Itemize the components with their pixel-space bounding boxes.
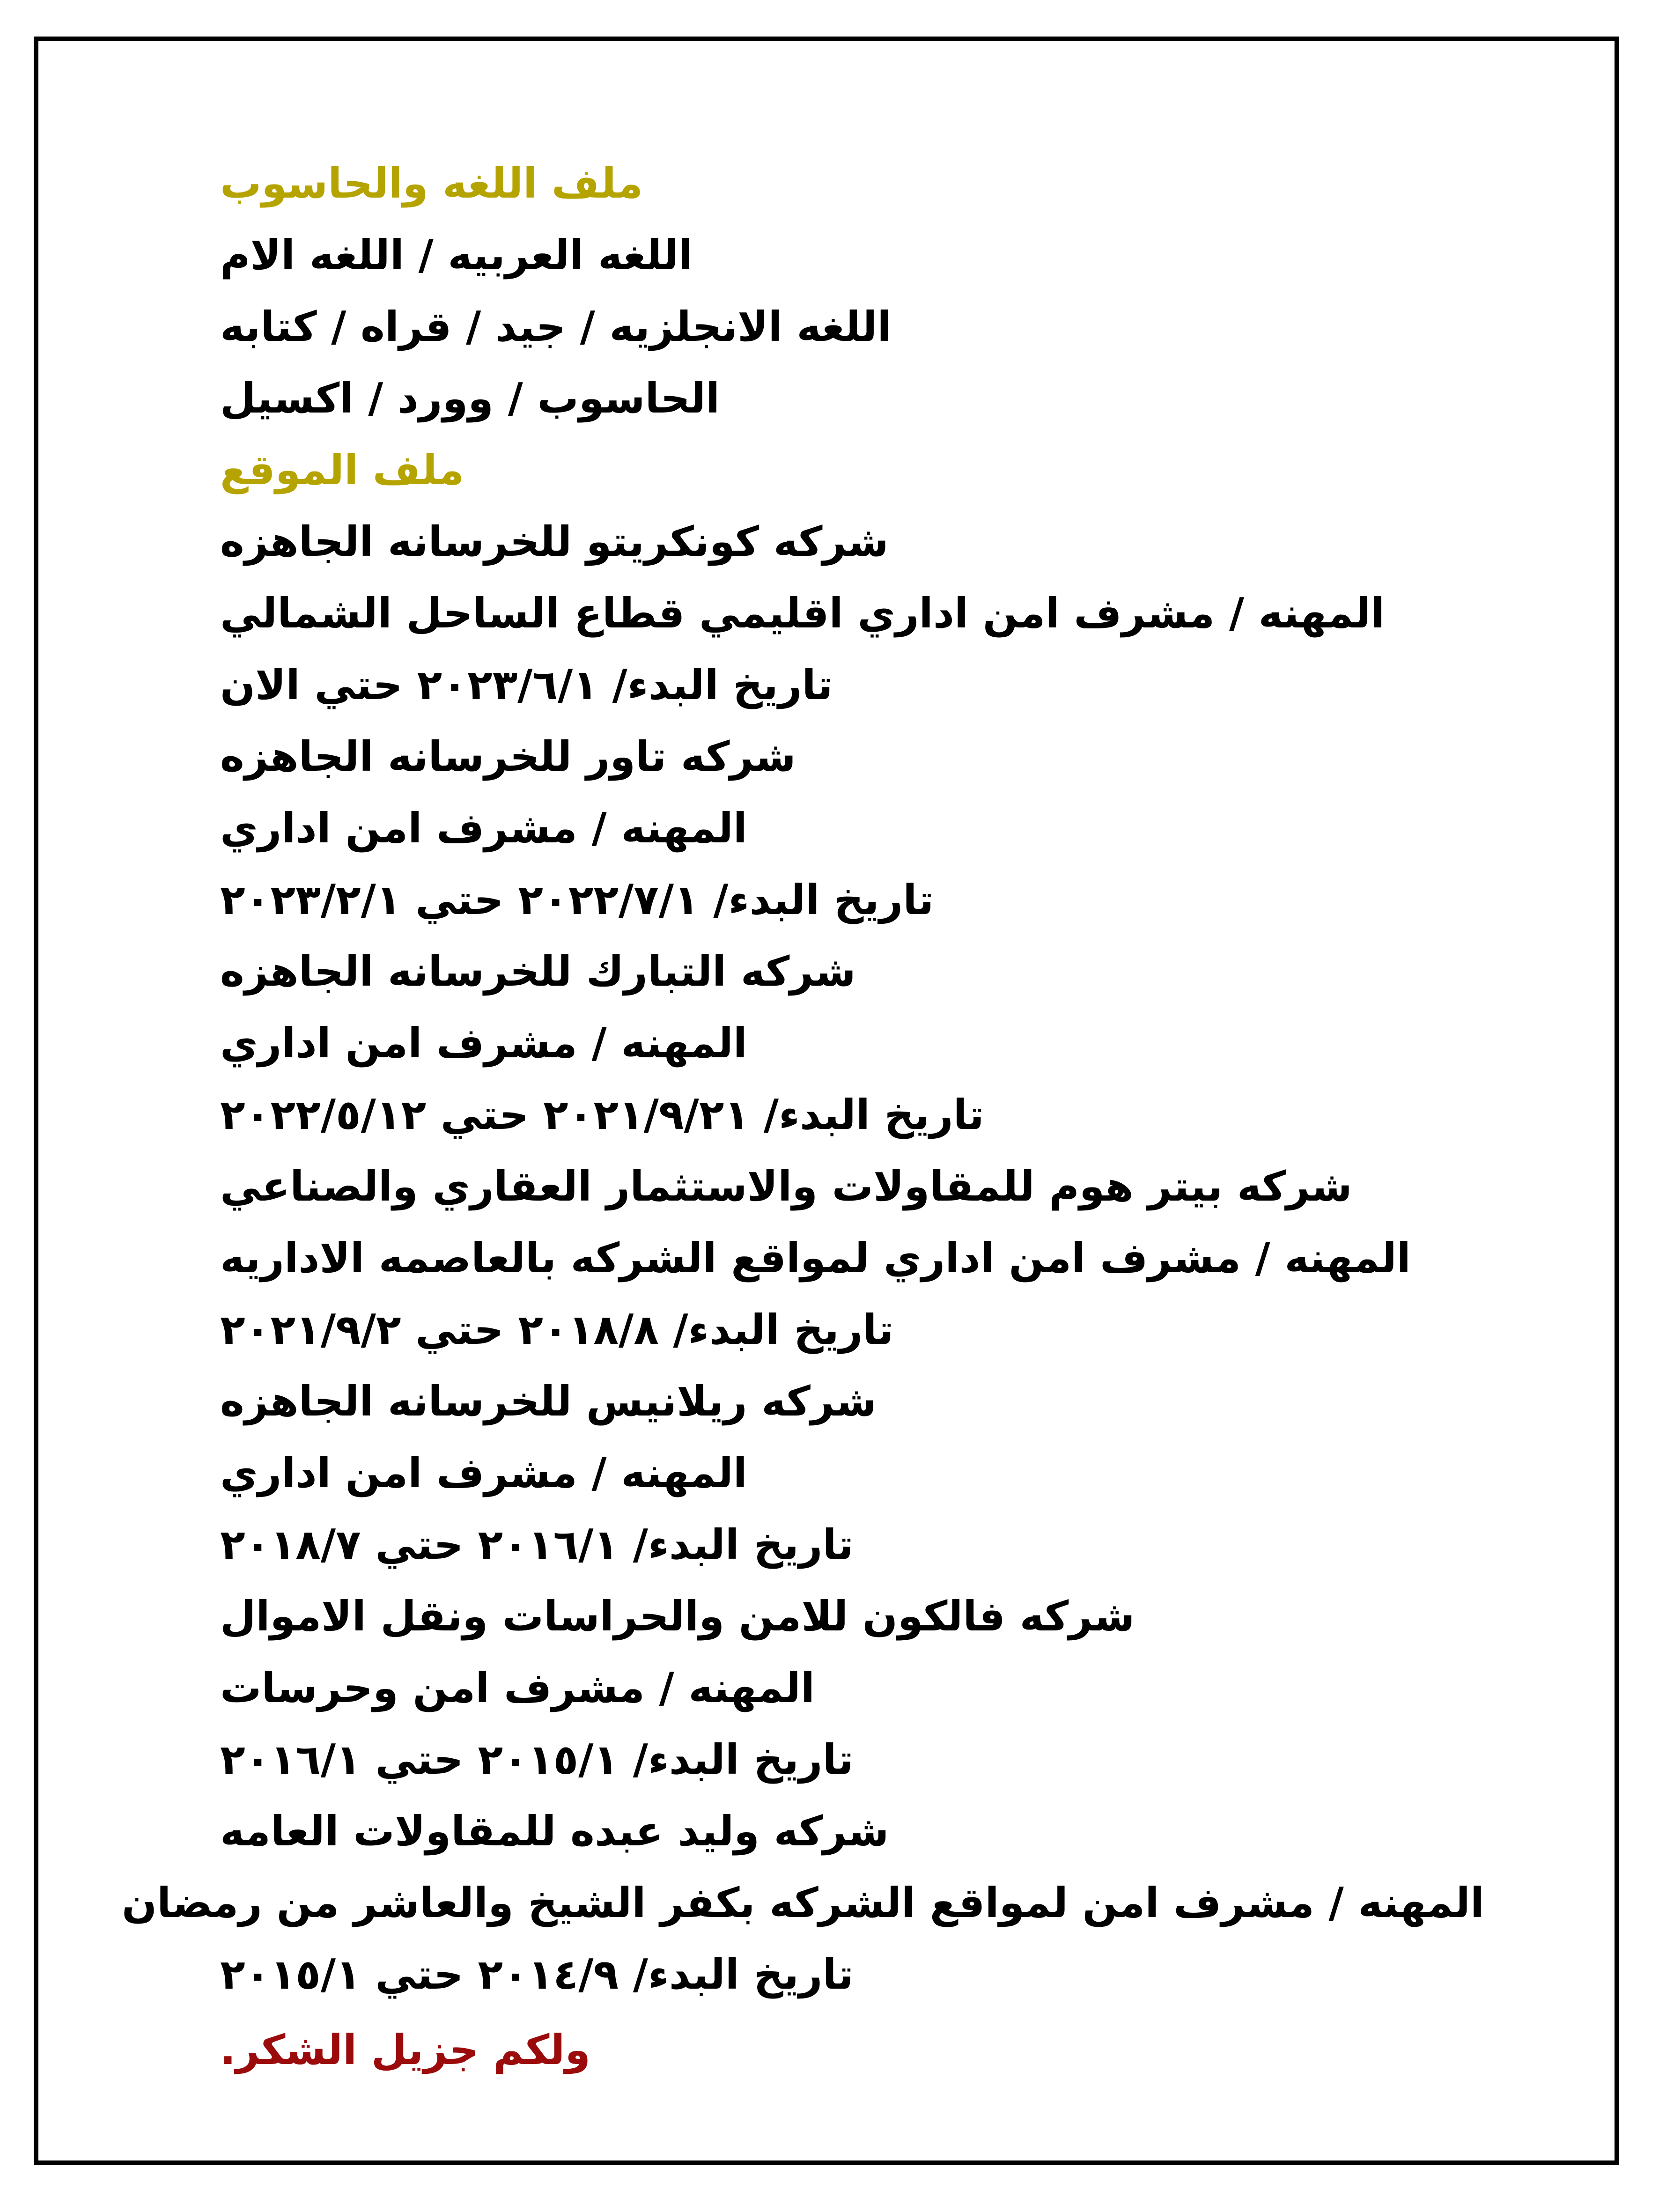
job-title: المهنه / مشرف امن اداري xyxy=(220,804,747,852)
closing-thanks: ولكم جزيل الشكر. xyxy=(220,2026,591,2074)
company-name: شركه كونكريتو للخرسانه الجاهزه xyxy=(220,517,889,566)
language-line-arabic: اللغه العربيه / اللغه الام xyxy=(220,231,693,279)
job-title: المهنه / مشرف امن لمواقع الشركه بكفر الشيخ والعاشر من رمضان xyxy=(121,1879,1484,1927)
job-title: المهنه / مشرف امن اداري لمواقع الشركه بالعاصمه الاداريه xyxy=(220,1234,1411,1282)
job-dates: تاريخ البدء/ ٢٠٢٣/٦/١ حتي الان xyxy=(220,661,833,709)
job-title: المهنه / مشرف امن اداري xyxy=(220,1449,747,1497)
language-section-heading: ملف اللغه والحاسوب xyxy=(220,159,643,207)
company-name: شركه التبارك للخرسانه الجاهزه xyxy=(220,947,856,995)
job-title: المهنه / مشرف امن وحرسات xyxy=(220,1664,815,1712)
job-title: المهنه / مشرف امن اداري اقليمي قطاع الساحل الشمالي xyxy=(220,589,1385,637)
work-section-heading: ملف الموقع xyxy=(220,446,464,494)
job-dates: تاريخ البدء/ ٢٠١٨/٨ حتي ٢٠٢١/٩/٢ xyxy=(220,1305,894,1354)
job-dates: تاريخ البدء/ ٢٠٢١/٩/٢١ حتي ٢٠٢٢/٥/١٢ xyxy=(220,1091,984,1139)
company-name: شركه فالكون للامن والحراسات ونقل الاموال xyxy=(220,1592,1135,1640)
job-dates: تاريخ البدء/ ٢٠٢٢/٧/١ حتي ٢٠٢٣/٢/١ xyxy=(220,876,934,924)
job-dates: تاريخ البدء/ ٢٠١٦/١ حتي ٢٠١٨/٧ xyxy=(220,1520,854,1569)
job-dates: تاريخ البدء/ ٢٠١٥/١ حتي ٢٠١٦/١ xyxy=(220,1735,854,1784)
company-name: شركه ريلانيس للخرسانه الجاهزه xyxy=(220,1377,877,1425)
company-name: شركه بيتر هوم للمقاولات والاستثمار العقاري والصناعي xyxy=(220,1162,1352,1210)
job-dates: تاريخ البدء/ ٢٠١٤/٩ حتي ٢٠١٥/١ xyxy=(220,1950,854,1998)
cv-document xyxy=(121,147,1484,2086)
company-name: شركه وليد عبده للمقاولات العامه xyxy=(220,1807,889,1855)
language-line-computer: الحاسوب / وورد / اكسيل xyxy=(220,374,720,422)
company-name: شركه تاور للخرسانه الجاهزه xyxy=(220,732,796,781)
language-line-english: اللغه الانجلزيه / جيد / قراه / كتابه xyxy=(220,302,892,351)
job-title: المهنه / مشرف امن اداري xyxy=(220,1019,747,1067)
